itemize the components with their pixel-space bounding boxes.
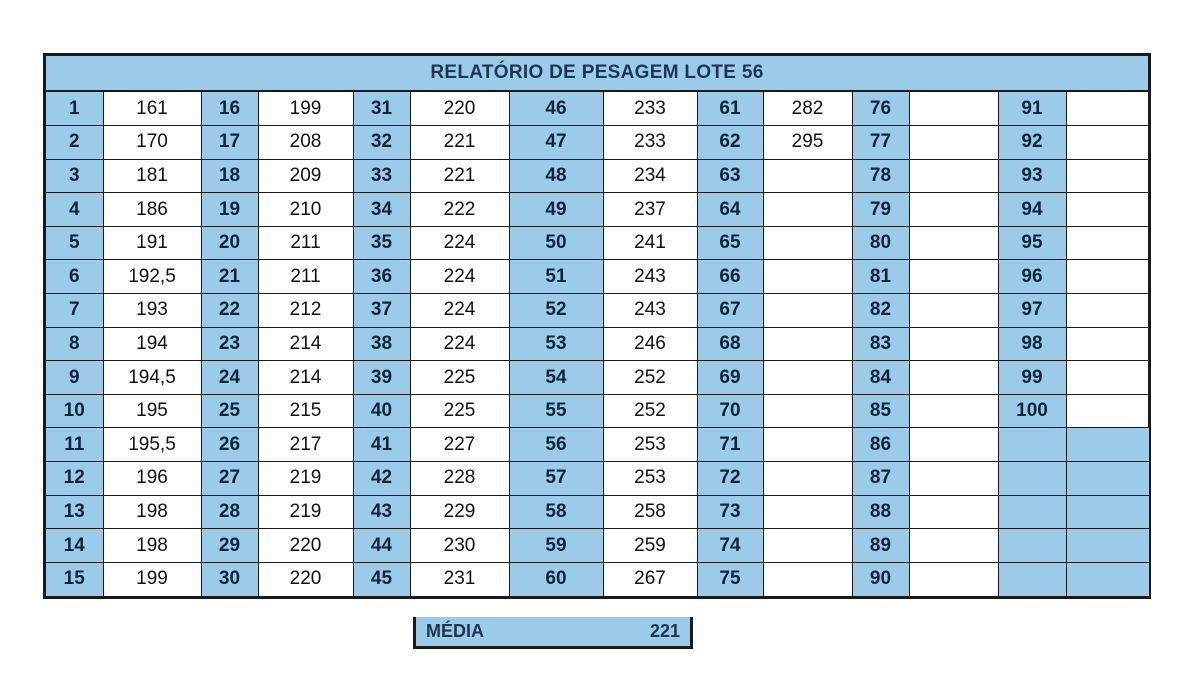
weight-cell: 222 bbox=[410, 193, 509, 227]
row-number: 14 bbox=[46, 529, 103, 563]
row-number: 49 bbox=[509, 193, 603, 227]
weight-cell: 217 bbox=[258, 428, 353, 462]
row-number: 86 bbox=[852, 428, 909, 462]
weight-cell bbox=[1066, 226, 1149, 260]
row-number: 16 bbox=[201, 92, 258, 126]
row-number: 7 bbox=[46, 294, 103, 328]
weight-cell: 193 bbox=[103, 294, 201, 328]
row-number: 30 bbox=[201, 562, 258, 596]
row-number: 41 bbox=[353, 428, 410, 462]
row-number: 4 bbox=[46, 193, 103, 227]
weight-cell: 252 bbox=[603, 394, 697, 428]
row-number: 38 bbox=[353, 327, 410, 361]
row-number: 1 bbox=[46, 92, 103, 126]
table-row bbox=[46, 159, 1149, 193]
weight-cell bbox=[1066, 361, 1149, 395]
weight-cell: 233 bbox=[603, 92, 697, 126]
table-row bbox=[46, 428, 1149, 462]
row-number: 29 bbox=[201, 529, 258, 563]
weight-cell bbox=[909, 495, 998, 529]
weight-cell bbox=[909, 361, 998, 395]
row-number: 72 bbox=[697, 462, 763, 496]
weight-cell bbox=[1066, 126, 1149, 160]
weight-cell: 209 bbox=[258, 159, 353, 193]
row-number: 62 bbox=[697, 126, 763, 160]
weight-cell bbox=[763, 361, 852, 395]
weight-cell: 194,5 bbox=[103, 361, 201, 395]
weight-cell: 224 bbox=[410, 327, 509, 361]
row-number: 8 bbox=[46, 327, 103, 361]
row-number: 75 bbox=[697, 562, 763, 596]
row-number: 70 bbox=[697, 394, 763, 428]
weight-cell: 194 bbox=[103, 327, 201, 361]
row-number bbox=[998, 462, 1066, 496]
weights-table bbox=[46, 92, 1149, 596]
average-box bbox=[413, 617, 693, 649]
table-row bbox=[46, 495, 1149, 529]
weight-cell bbox=[909, 193, 998, 227]
weight-cell: 211 bbox=[258, 226, 353, 260]
weight-cell: 295 bbox=[763, 126, 852, 160]
weight-cell bbox=[1066, 529, 1149, 563]
weight-cell: 282 bbox=[763, 92, 852, 126]
row-number: 91 bbox=[998, 92, 1066, 126]
weight-cell bbox=[909, 226, 998, 260]
row-number: 93 bbox=[998, 159, 1066, 193]
row-number: 97 bbox=[998, 294, 1066, 328]
row-number bbox=[998, 495, 1066, 529]
table-row bbox=[46, 126, 1149, 160]
row-number: 43 bbox=[353, 495, 410, 529]
weight-cell: 233 bbox=[603, 126, 697, 160]
table-row bbox=[46, 394, 1149, 428]
weight-cell bbox=[763, 529, 852, 563]
weight-cell: 243 bbox=[603, 260, 697, 294]
weight-cell bbox=[763, 495, 852, 529]
row-number bbox=[998, 529, 1066, 563]
weight-cell: 230 bbox=[410, 529, 509, 563]
weight-cell bbox=[909, 294, 998, 328]
row-number: 68 bbox=[697, 327, 763, 361]
row-number: 39 bbox=[353, 361, 410, 395]
weight-cell bbox=[1066, 159, 1149, 193]
row-number: 85 bbox=[852, 394, 909, 428]
weight-cell bbox=[763, 226, 852, 260]
weight-cell bbox=[909, 562, 998, 596]
row-number: 42 bbox=[353, 462, 410, 496]
weight-cell: 208 bbox=[258, 126, 353, 160]
row-number: 84 bbox=[852, 361, 909, 395]
weight-cell: 199 bbox=[103, 562, 201, 596]
row-number: 40 bbox=[353, 394, 410, 428]
row-number: 57 bbox=[509, 462, 603, 496]
row-number: 67 bbox=[697, 294, 763, 328]
row-number: 27 bbox=[201, 462, 258, 496]
row-number: 9 bbox=[46, 361, 103, 395]
weight-cell bbox=[1066, 92, 1149, 126]
weight-cell bbox=[909, 327, 998, 361]
weight-cell: 229 bbox=[410, 495, 509, 529]
weight-cell: 253 bbox=[603, 428, 697, 462]
weight-cell bbox=[909, 462, 998, 496]
weight-cell: 211 bbox=[258, 260, 353, 294]
weight-cell: 210 bbox=[258, 193, 353, 227]
table-row bbox=[46, 562, 1149, 596]
row-number bbox=[998, 428, 1066, 462]
weight-cell: 219 bbox=[258, 495, 353, 529]
row-number: 24 bbox=[201, 361, 258, 395]
row-number: 34 bbox=[353, 193, 410, 227]
row-number: 6 bbox=[46, 260, 103, 294]
row-number: 89 bbox=[852, 529, 909, 563]
row-number: 81 bbox=[852, 260, 909, 294]
weight-cell bbox=[1066, 462, 1149, 496]
weight-cell: 199 bbox=[258, 92, 353, 126]
table-row bbox=[46, 226, 1149, 260]
row-number: 73 bbox=[697, 495, 763, 529]
table-row bbox=[46, 193, 1149, 227]
row-number: 74 bbox=[697, 529, 763, 563]
row-number: 56 bbox=[509, 428, 603, 462]
row-number: 79 bbox=[852, 193, 909, 227]
weight-cell bbox=[763, 294, 852, 328]
weight-cell bbox=[1066, 327, 1149, 361]
row-number: 44 bbox=[353, 529, 410, 563]
weight-cell: 253 bbox=[603, 462, 697, 496]
weight-cell bbox=[909, 126, 998, 160]
row-number: 99 bbox=[998, 361, 1066, 395]
row-number: 77 bbox=[852, 126, 909, 160]
weight-cell: 224 bbox=[410, 226, 509, 260]
row-number bbox=[998, 562, 1066, 596]
row-number: 69 bbox=[697, 361, 763, 395]
row-number: 5 bbox=[46, 226, 103, 260]
table-row bbox=[46, 529, 1149, 563]
weight-cell: 224 bbox=[410, 294, 509, 328]
weight-cell bbox=[909, 394, 998, 428]
weight-cell: 243 bbox=[603, 294, 697, 328]
row-number: 58 bbox=[509, 495, 603, 529]
weight-cell: 192,5 bbox=[103, 260, 201, 294]
row-number: 25 bbox=[201, 394, 258, 428]
row-number: 100 bbox=[998, 394, 1066, 428]
weight-cell bbox=[763, 193, 852, 227]
row-number: 47 bbox=[509, 126, 603, 160]
weight-cell bbox=[1066, 294, 1149, 328]
weight-cell: 220 bbox=[410, 92, 509, 126]
weight-cell bbox=[909, 260, 998, 294]
weight-cell: 214 bbox=[258, 327, 353, 361]
row-number: 28 bbox=[201, 495, 258, 529]
weight-cell: 221 bbox=[410, 126, 509, 160]
weight-cell: 161 bbox=[103, 92, 201, 126]
row-number: 66 bbox=[697, 260, 763, 294]
weight-cell: 219 bbox=[258, 462, 353, 496]
weight-cell: 228 bbox=[410, 462, 509, 496]
weight-cell: 267 bbox=[603, 562, 697, 596]
weight-cell: 225 bbox=[410, 361, 509, 395]
weight-cell: 195,5 bbox=[103, 428, 201, 462]
weight-cell bbox=[1066, 193, 1149, 227]
row-number: 76 bbox=[852, 92, 909, 126]
row-number: 13 bbox=[46, 495, 103, 529]
weight-cell: 259 bbox=[603, 529, 697, 563]
row-number: 95 bbox=[998, 226, 1066, 260]
row-number: 23 bbox=[201, 327, 258, 361]
row-number: 45 bbox=[353, 562, 410, 596]
weight-cell: 258 bbox=[603, 495, 697, 529]
row-number: 36 bbox=[353, 260, 410, 294]
row-number: 21 bbox=[201, 260, 258, 294]
row-number: 94 bbox=[998, 193, 1066, 227]
table-row bbox=[46, 361, 1149, 395]
row-number: 50 bbox=[509, 226, 603, 260]
row-number: 52 bbox=[509, 294, 603, 328]
row-number: 17 bbox=[201, 126, 258, 160]
table-row bbox=[46, 462, 1149, 496]
row-number: 35 bbox=[353, 226, 410, 260]
row-number: 3 bbox=[46, 159, 103, 193]
row-number: 51 bbox=[509, 260, 603, 294]
weight-cell: 196 bbox=[103, 462, 201, 496]
row-number: 31 bbox=[353, 92, 410, 126]
weight-cell bbox=[763, 260, 852, 294]
row-number: 65 bbox=[697, 226, 763, 260]
weight-cell: 252 bbox=[603, 361, 697, 395]
weight-cell: 237 bbox=[603, 193, 697, 227]
weight-cell bbox=[909, 428, 998, 462]
report-title: RELATÓRIO DE PESAGEM LOTE 56 bbox=[46, 56, 1148, 92]
row-number: 20 bbox=[201, 226, 258, 260]
weight-cell bbox=[763, 462, 852, 496]
weight-cell: 241 bbox=[603, 226, 697, 260]
weight-cell bbox=[909, 159, 998, 193]
weight-cell: 186 bbox=[103, 193, 201, 227]
row-number: 10 bbox=[46, 394, 103, 428]
row-number: 78 bbox=[852, 159, 909, 193]
weight-cell: 221 bbox=[410, 159, 509, 193]
weight-cell: 214 bbox=[258, 361, 353, 395]
row-number: 11 bbox=[46, 428, 103, 462]
weighing-report bbox=[43, 53, 1151, 599]
row-number: 2 bbox=[46, 126, 103, 160]
weight-cell: 220 bbox=[258, 562, 353, 596]
row-number: 54 bbox=[509, 361, 603, 395]
weight-cell: 191 bbox=[103, 226, 201, 260]
row-number: 96 bbox=[998, 260, 1066, 294]
weight-cell: 225 bbox=[410, 394, 509, 428]
row-number: 61 bbox=[697, 92, 763, 126]
row-number: 60 bbox=[509, 562, 603, 596]
row-number: 22 bbox=[201, 294, 258, 328]
weight-cell bbox=[1066, 495, 1149, 529]
weight-cell bbox=[1066, 428, 1149, 462]
row-number: 53 bbox=[509, 327, 603, 361]
row-number: 87 bbox=[852, 462, 909, 496]
weight-cell: 231 bbox=[410, 562, 509, 596]
row-number: 46 bbox=[509, 92, 603, 126]
row-number: 19 bbox=[201, 193, 258, 227]
weight-cell: 195 bbox=[103, 394, 201, 428]
row-number: 98 bbox=[998, 327, 1066, 361]
weight-cell: 212 bbox=[258, 294, 353, 328]
average-value: 221 bbox=[649, 621, 680, 641]
row-number: 33 bbox=[353, 159, 410, 193]
weight-cell bbox=[763, 562, 852, 596]
weight-cell: 198 bbox=[103, 495, 201, 529]
row-number: 83 bbox=[852, 327, 909, 361]
row-number: 55 bbox=[509, 394, 603, 428]
row-number: 63 bbox=[697, 159, 763, 193]
weight-cell: 227 bbox=[410, 428, 509, 462]
weight-cell bbox=[1066, 562, 1149, 596]
row-number: 15 bbox=[46, 562, 103, 596]
weight-cell bbox=[763, 327, 852, 361]
weight-cell bbox=[763, 394, 852, 428]
row-number: 32 bbox=[353, 126, 410, 160]
weight-cell: 246 bbox=[603, 327, 697, 361]
weight-cell: 215 bbox=[258, 394, 353, 428]
row-number: 18 bbox=[201, 159, 258, 193]
weight-cell bbox=[1066, 260, 1149, 294]
weight-cell bbox=[763, 428, 852, 462]
weight-cell: 170 bbox=[103, 126, 201, 160]
average-label: MÉDIA bbox=[426, 621, 484, 641]
weight-cell bbox=[909, 92, 998, 126]
row-number: 92 bbox=[998, 126, 1066, 160]
weight-cell bbox=[763, 159, 852, 193]
row-number: 71 bbox=[697, 428, 763, 462]
row-number: 37 bbox=[353, 294, 410, 328]
row-number: 48 bbox=[509, 159, 603, 193]
row-number: 82 bbox=[852, 294, 909, 328]
table-row bbox=[46, 294, 1149, 328]
table-row bbox=[46, 327, 1149, 361]
table-row bbox=[46, 92, 1149, 126]
weight-cell: 181 bbox=[103, 159, 201, 193]
weight-cell bbox=[909, 529, 998, 563]
weight-cell: 198 bbox=[103, 529, 201, 563]
weight-cell bbox=[1066, 394, 1149, 428]
row-number: 26 bbox=[201, 428, 258, 462]
weight-cell: 234 bbox=[603, 159, 697, 193]
table-row bbox=[46, 260, 1149, 294]
row-number: 12 bbox=[46, 462, 103, 496]
weight-cell: 220 bbox=[258, 529, 353, 563]
row-number: 80 bbox=[852, 226, 909, 260]
weight-cell: 224 bbox=[410, 260, 509, 294]
row-number: 90 bbox=[852, 562, 909, 596]
row-number: 88 bbox=[852, 495, 909, 529]
row-number: 59 bbox=[509, 529, 603, 563]
row-number: 64 bbox=[697, 193, 763, 227]
